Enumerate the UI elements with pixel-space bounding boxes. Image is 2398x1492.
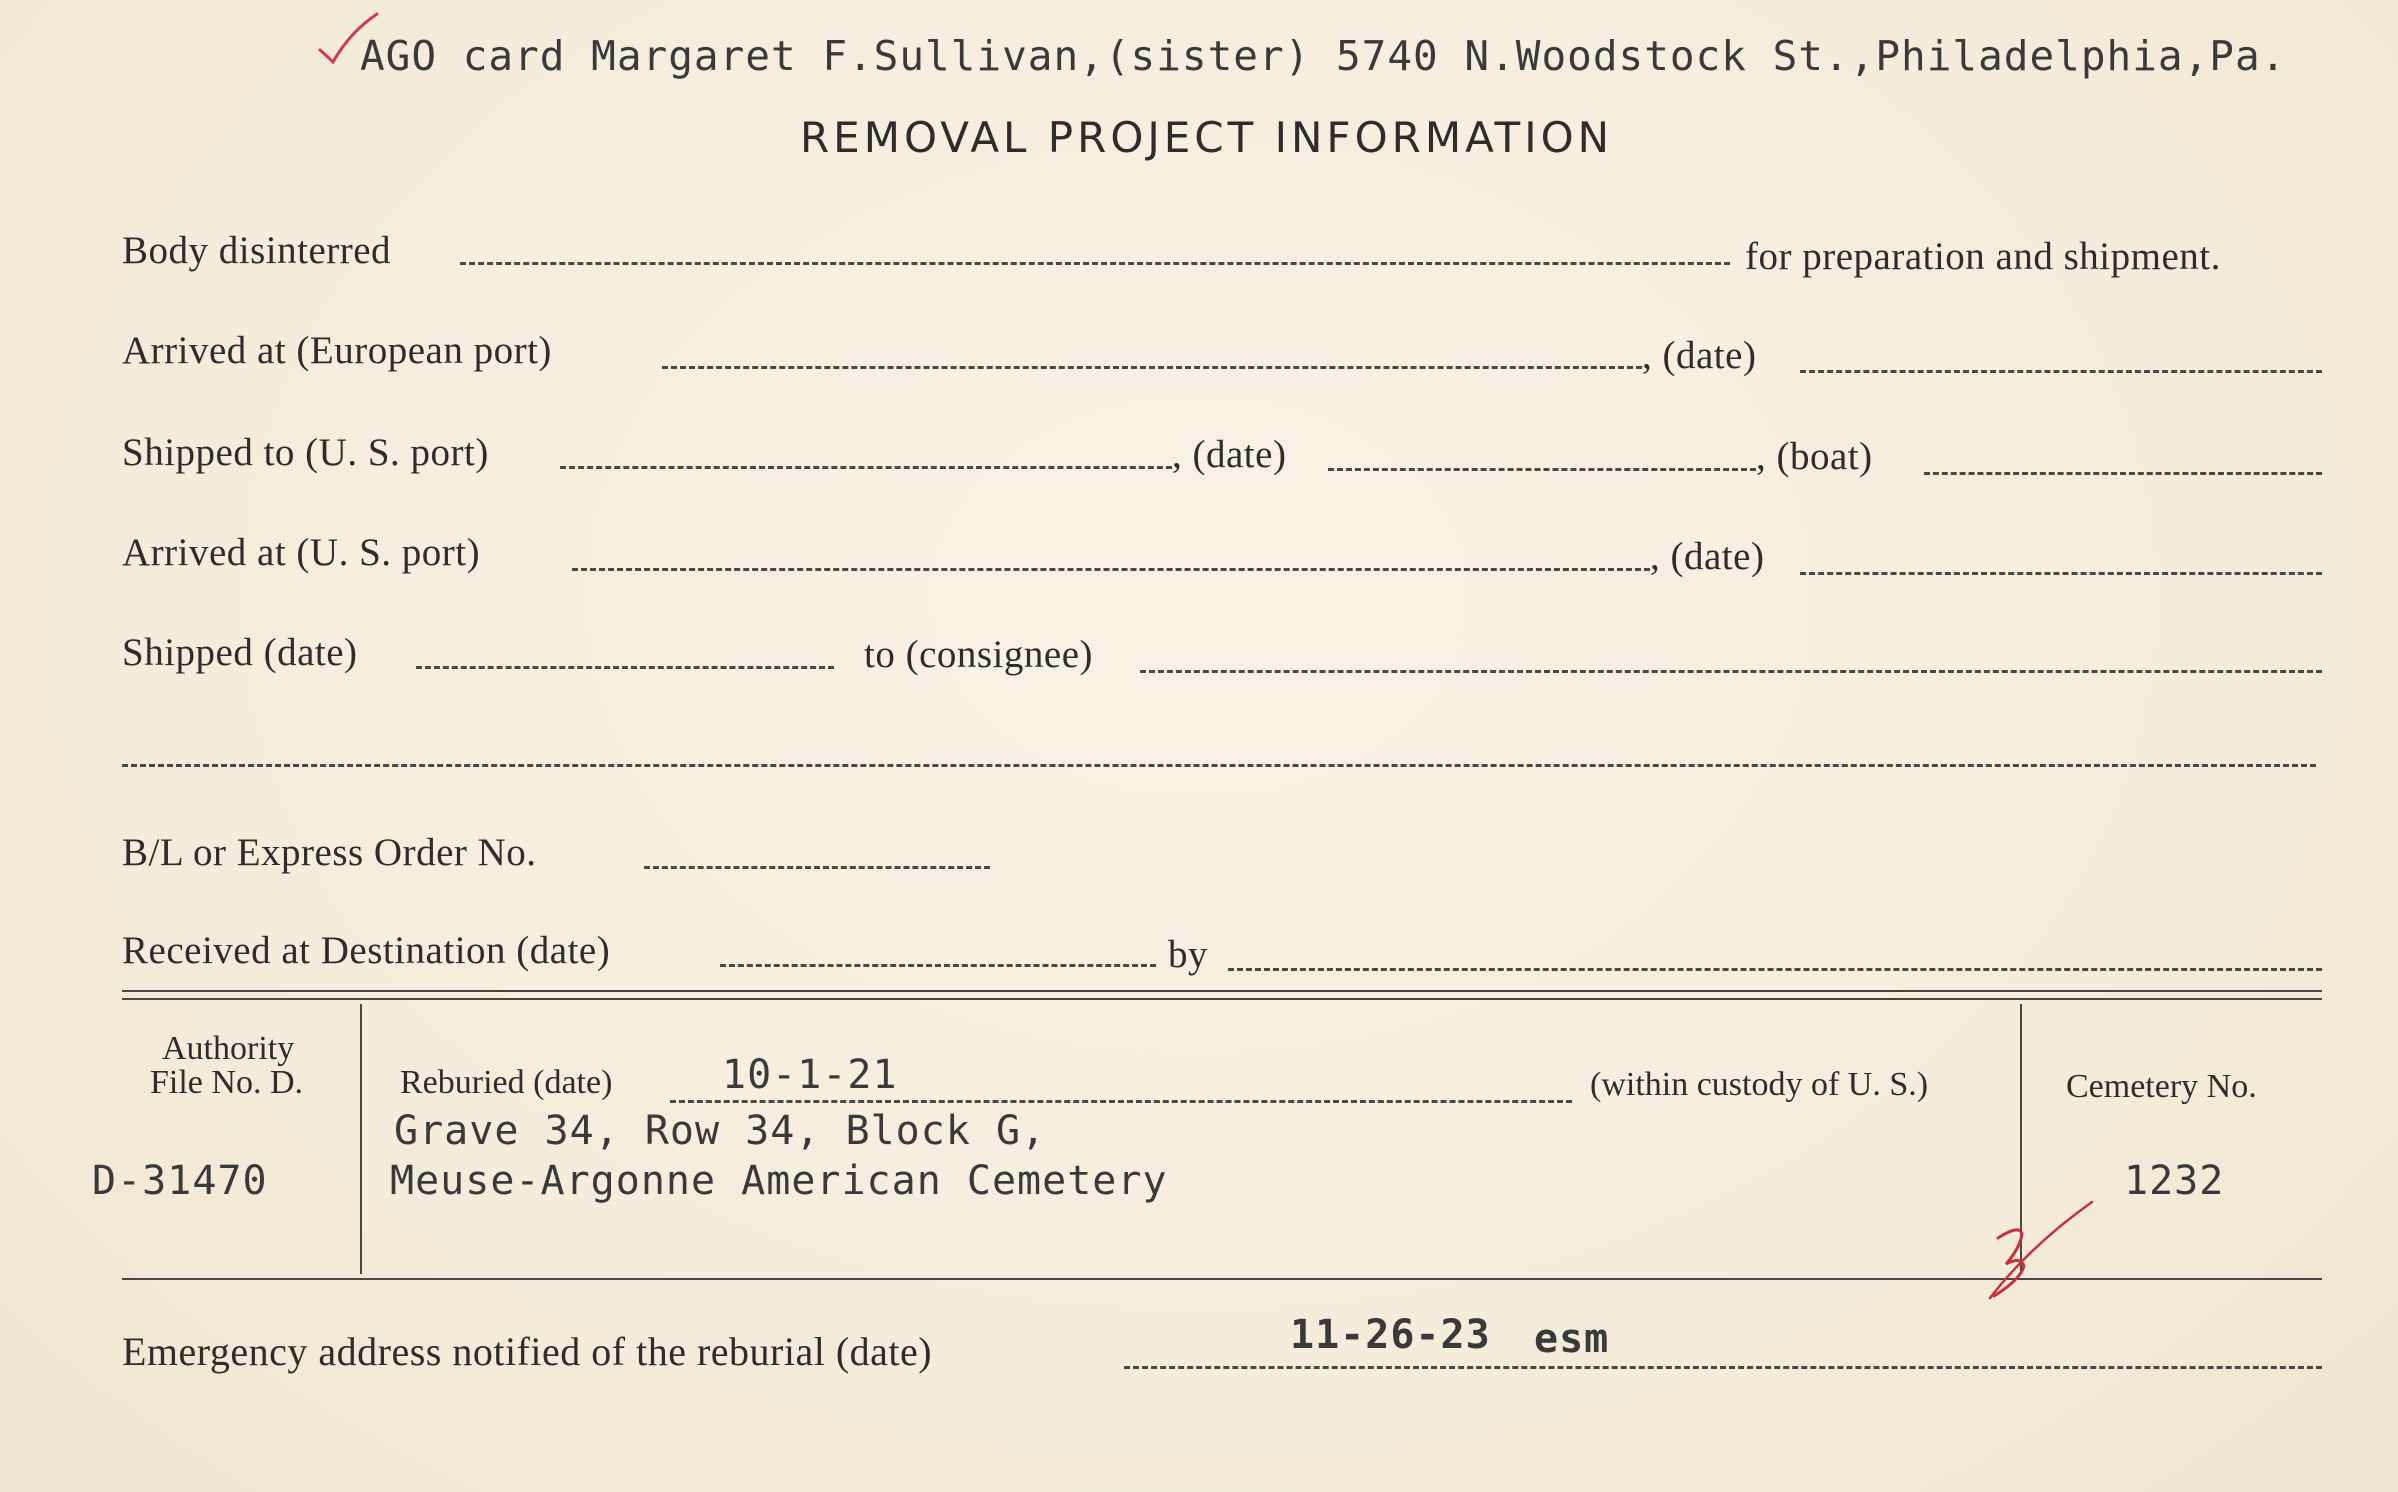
emergency-notified-label: Emergency address notified of the reburial (date) — [122, 1329, 933, 1374]
arrived-us-date-label: , (date) — [1650, 535, 1765, 578]
consignee-line — [1140, 670, 2322, 673]
to-consignee-label: to (consignee) — [864, 633, 1094, 676]
bl-order-line — [644, 866, 990, 869]
grave-location: Grave 34, Row 34, Block G, — [394, 1108, 1047, 1154]
continuation-line — [122, 764, 2316, 767]
cemetery-name: Meuse-Argonne American Cemetery — [390, 1158, 1168, 1204]
red-pencil-mark-icon — [1980, 1196, 2100, 1306]
typed-header-line: AGO card Margaret F.Sullivan,(sister) 5740 N.Woodstock St.,Philadelphia,Pa. — [360, 32, 2287, 80]
cemetery-number: 1232 — [2124, 1158, 2225, 1204]
for-preparation-label: for preparation and shipment. — [1745, 235, 2221, 278]
by-label: by — [1168, 933, 1208, 976]
box-top-rule-1 — [122, 990, 2322, 992]
shipped-to-us-date-label: , (date) — [1172, 433, 1287, 476]
arrived-us-date-line — [1800, 572, 2322, 575]
arrived-european-port-line — [662, 366, 1642, 369]
shipped-date-label: Shipped (date) — [122, 631, 358, 674]
body-disinterred-label: Body disinterred — [122, 229, 392, 272]
authority-label: Authority — [162, 1030, 295, 1067]
custody-note: (within custody of U. S.) — [1590, 1066, 1929, 1103]
shipped-to-us-port-line — [560, 466, 1172, 469]
cemetery-no-label: Cemetery No. — [2066, 1068, 2257, 1105]
box-top-rule-2 — [122, 998, 2322, 1000]
arrived-european-port-label: Arrived at (European port) — [122, 329, 552, 372]
reburied-label: Reburied (date) — [400, 1064, 613, 1101]
arrived-us-port-line — [572, 568, 1650, 571]
received-destination-line — [720, 964, 1156, 967]
file-no-label: File No. D. — [150, 1064, 303, 1101]
arrived-european-date-line — [1800, 370, 2322, 373]
reburied-date-line — [670, 1100, 1572, 1103]
arrived-european-date-label: , (date) — [1642, 334, 1757, 377]
authority-file-number: D-31470 — [92, 1158, 268, 1204]
card-title: REMOVAL PROJECT INFORMATION — [800, 113, 1614, 162]
shipped-date-line — [416, 666, 834, 669]
by-line — [1228, 968, 2322, 971]
shipped-to-us-date-line — [1328, 468, 1756, 471]
reburied-date-value: 10-1-21 — [722, 1052, 898, 1098]
box-divider-left — [360, 1004, 362, 1274]
bl-order-label: B/L or Express Order No. — [122, 831, 537, 874]
body-disinterred-line — [460, 262, 1730, 265]
arrived-us-port-label: Arrived at (U. S. port) — [122, 531, 481, 574]
emergency-date-line — [1124, 1366, 2322, 1369]
emergency-date-value: 11-26-23 — [1290, 1312, 1491, 1358]
received-destination-label: Received at Destination (date) — [122, 929, 611, 972]
clerk-initials: esm — [1534, 1316, 1610, 1362]
shipped-to-us-port-label: Shipped to (U. S. port) — [122, 431, 489, 474]
boat-label: , (boat) — [1756, 435, 1873, 478]
boat-line — [1924, 472, 2322, 475]
